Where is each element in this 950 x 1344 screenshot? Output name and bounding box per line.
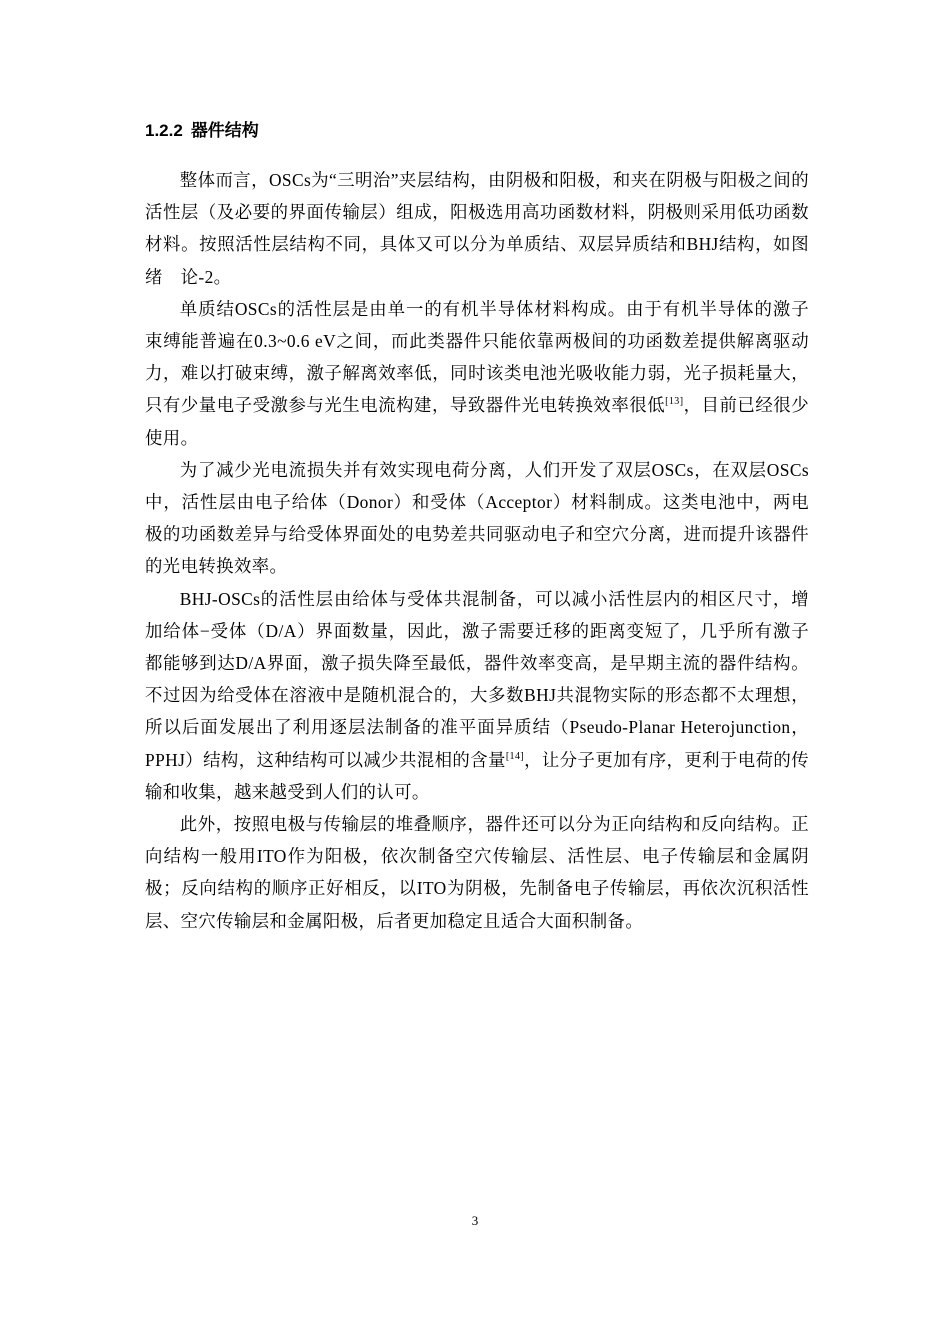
section-title: 器件结构 bbox=[190, 121, 259, 140]
page-number: 3 bbox=[471, 1213, 479, 1228]
citation-14: [14] bbox=[505, 750, 525, 762]
paragraph-text-tail: ，目前已经很少使用。 bbox=[145, 395, 809, 448]
paragraph-text: 此外，按照电极与传输层的堆叠顺序，器件还可以分为正向结构和反向结构。正向结构一般用ITO作为阳极，依次制备空穴传输层、活性层、电子传输层和金属阴极；反向结构的顺序正好相反，以ITO为阴极，先制备电子传输层，再依次沉积活性层、空穴传输层和金属阳极，后者更加稳定且适合大面积制备。 bbox=[145, 814, 809, 931]
section-number: 1.2.2 bbox=[145, 121, 183, 140]
paragraph-single-junction bbox=[145, 293, 809, 454]
paragraph-bhj bbox=[145, 583, 809, 808]
paragraph-text: 为了减少光电流损失并有效实现电荷分离，人们开发了双层OSCs，在双层OSCs中，活性层由电子给体（Donor）和受体（Acceptor）材料制成。这类电池中，两电极的功函数差异与给受体界面处的电势差共同驱动电子和空穴分离，进而提升该器件的光电转换效率。 bbox=[145, 459, 809, 577]
paragraph-overview bbox=[145, 164, 809, 293]
paragraph-text: BHJ-OSCs的活性层由给体与受体共混制备，可以减小活性层内的相区尺寸，增加给体−受体（D/A）界面数量，因此，激子需要迁移的距离变短了，几乎所有激子都能够到达D/A界面，激子损失降至最低，器件效率变高，是早期主流的器件结构。不过因为给受体在溶液中是随机混合的，大多数BHJ共混物实际的形态都不太理想，所以后面发展出了利用逐层法制备的准平面异质结（Pseudo-Planar Heterojunction，PPHJ）结构，这种结构可以减少共混相的含量 bbox=[145, 588, 809, 770]
paragraph-stack-order bbox=[145, 808, 809, 937]
paragraph-text: 单质结OSCs的活性层是由单一的有机半导体材料构成。由于有机半导体的激子束缚能普遍在0.3~0.6 eV之间，而此类器件只能依靠两极间的功函数差提供解离驱动力，难以打破束缚，激子解离效率低，同时该类电池光吸收能力弱，光子损耗量大，只有少量电子受激参与光生电流构建，导致器件光电转换效率很低 bbox=[145, 298, 809, 416]
paragraph-bilayer bbox=[145, 454, 809, 583]
citation-13: [13] bbox=[665, 396, 684, 408]
paragraph-text: 整体而言，OSCs为“三明治”夹层结构，由阴极和阳极，和夹在阴极与阳极之间的活性层（及必要的界面传输层）组成，阳极选用高功函数材料，阴极则采用低功函数材料。按照活性层结构不同，具体又可以分为单质结、双层异质结和BHJ结构，如图绪 论-2。 bbox=[145, 170, 809, 287]
section-heading bbox=[145, 118, 809, 144]
page-content bbox=[145, 118, 809, 937]
paragraph-text-tail: ，让分子更加有序，更利于电荷的传输和收集，越来越受到人们的认可。 bbox=[145, 749, 809, 802]
